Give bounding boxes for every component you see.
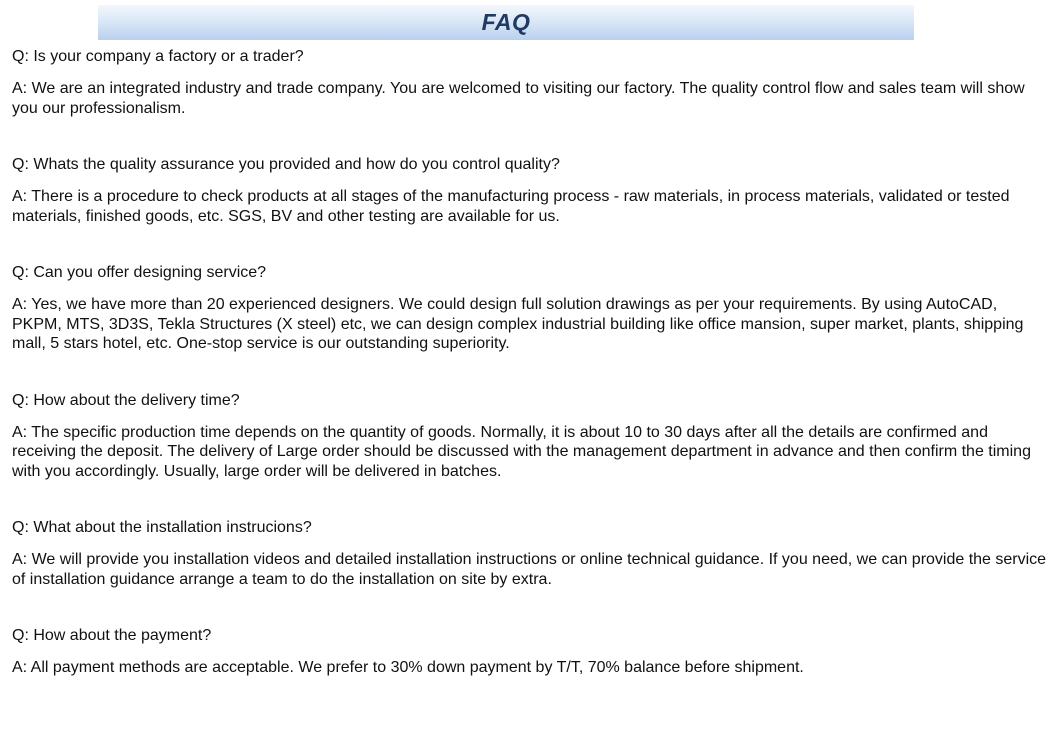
faq-question: Q: What about the installation instrucions?: [12, 519, 312, 536]
faq-question: Q: How about the payment?: [12, 627, 212, 644]
faq-answer: A: All payment methods are acceptable. We prefer to 30% down payment by T/T, 70% balance before shipment.: [12, 659, 804, 676]
faq-item: [12, 263, 1048, 354]
faq-answer: A: Yes, we have more than 20 experienced designers. We could design full solution drawings as per your requirements. By using AutoCAD, PKPM, MTS, 3D3S, Tekla Structures (X steel) etc, we can design complex industrial building like office mansion, super market, plants, shipping mall, 5 stars hotel, etc. One-stop service is our outstanding superiority.: [12, 296, 1024, 352]
faq-question: Q: Whats the quality assurance you provided and how do you control quality?: [12, 156, 560, 173]
page-title: FAQ: [481, 9, 531, 35]
faq-answer: A: There is a procedure to check products at all stages of the manufacturing process - raw materials, in process materials, validated or tested materials, finished goods, etc. SGS, BV and other testing are available for us.: [12, 188, 1010, 225]
faq-answer: A: The specific production time depends on the quantity of goods. Normally, it is about 10 to 30 days after all the details are confirmed and receiving the deposit. The delivery of Large order should be discussed with the management department in advance and then confirm the timing with you accordingly. Usually, large order will be delivered in batches.: [12, 423, 1031, 480]
faq-item: [12, 47, 1048, 118]
faq-answer: A: We are an integrated industry and trade company. You are welcomed to visiting our factory. The quality control flow and sales team will show you our professionalism.: [12, 80, 1025, 117]
faq-answer: A: We will provide you installation videos and detailed installation instructions or online technical guidance. If you need, we can provide the service of installation guidance arrange a team to do the installation on site by extra.: [12, 551, 1047, 588]
faq-item: [12, 391, 1048, 482]
faq-header-banner: [98, 5, 914, 40]
faq-item: [12, 518, 1048, 589]
faq-question: Q: Is your company a factory or a trader?: [12, 48, 304, 65]
faq-question: Q: How about the delivery time?: [12, 391, 240, 409]
faq-item: [12, 626, 1048, 678]
faq-list: [12, 47, 1048, 678]
faq-item: [12, 155, 1048, 226]
faq-question: Q: Can you offer designing service?: [12, 264, 267, 281]
